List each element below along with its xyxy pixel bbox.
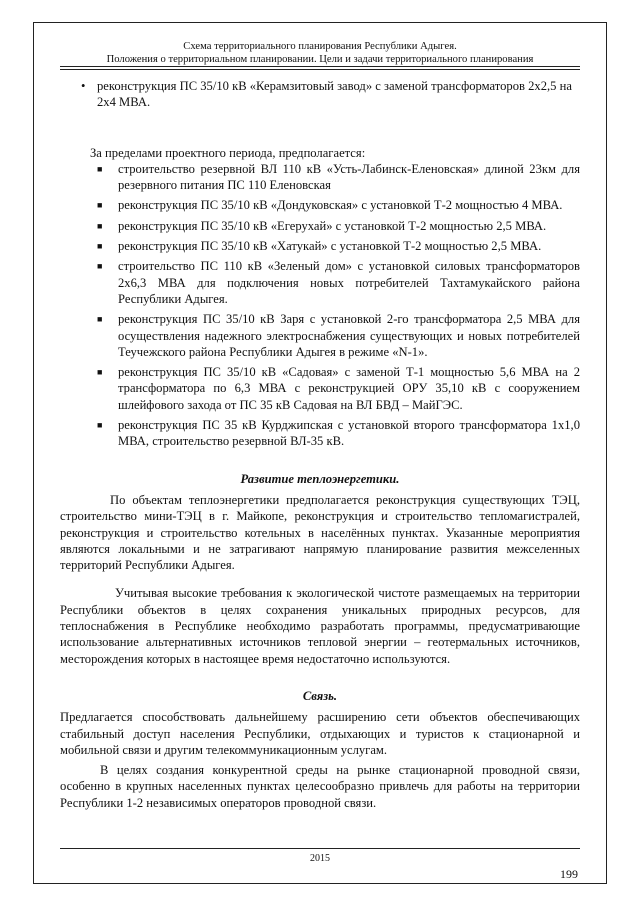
list-item-text: реконструкция ПС 35/10 кВ «Хатукай» с установкой Т-2 мощностью 2,5 МВА.: [118, 239, 542, 254]
communication-paragraph-1: Предлагается способствовать дальнейшему расширению сети объектов обеспечивающих стабильный доступ населения Республики, отдыхающих и туристов к стационарной и мобильной связи и другим телекоммуникационным услугам.: [60, 710, 580, 757]
top-bullet-list: [60, 78, 580, 111]
square-bullet-icon: ■: [97, 200, 103, 211]
heating-section-heading: Развитие теплоэнергетики.: [240, 471, 400, 486]
list-item: [90, 197, 580, 213]
list-item: [90, 311, 580, 360]
round-bullet-icon: •: [81, 79, 86, 93]
header-title: Схема территориального планирования Республики Адыгея.: [183, 41, 457, 52]
square-bullet-icon: ■: [97, 220, 103, 231]
header-rule-lower: [60, 69, 580, 70]
list-item: [90, 218, 580, 234]
beyond-period-list: [90, 161, 580, 450]
beyond-period-intro: За пределами проектного периода, предполагается:: [90, 145, 366, 160]
list-item: [90, 238, 580, 254]
list-item-text: реконструкция ПС 35/10 кВ «Керамзитовый завод» с заменой трансформаторов 2х2,5 на 2х4 МВА.: [97, 79, 572, 110]
square-bullet-icon: ■: [97, 420, 103, 431]
list-item: [90, 417, 580, 450]
heating-paragraph-2: Учитывая высокие требования к экологической чистоте размещаемых на территории Республики объектов в целях сохранения уникальных природных ресурсов, для теплоснабжения в Республике необходимо разработать программы, предусматривающие использование альтернативных источников тепловой энергии – геотермальных источников, месторождения которых в настоящее время недостаточно используются.: [60, 586, 580, 666]
list-item-text: реконструкция ПС 35/10 кВ Заря с установкой 2-го трансформатора 2,5 МВА для осуществления надежного электроснабжения существующих и новых потребителей Теучежского района Республики Адыгея в режиме «N-1».: [118, 312, 580, 359]
list-item-text: реконструкция ПС 35/10 кВ «Дондуковская» с установкой Т-2 мощностью 4 МВА.: [118, 198, 563, 213]
square-bullet-icon: ■: [97, 261, 103, 272]
list-item: [90, 161, 580, 194]
square-bullet-icon: ■: [97, 241, 103, 252]
list-item-text: строительство резервной ВЛ 110 кВ «Усть-Лабинск-Еленовская» длиной 23км для резервного питания ПС 110 Еленовская: [118, 161, 580, 193]
list-item-text: реконструкция ПС 35 кВ Курджипская с установкой второго трансформатора 1х1,0 МВА, строительство резервной ВЛ-35 кВ.: [118, 418, 580, 449]
square-bullet-icon: ■: [97, 367, 103, 378]
page-header: [60, 40, 580, 66]
page-number: 199: [560, 867, 578, 881]
header-rule-upper: [60, 66, 580, 67]
communication-paragraph-2: В целях создания конкурентной среды на рынке стационарной проводной связи, особенно в крупных населенных пунктах целесообразно привлечь для работы на территории Республики 1-2 независимых операторов проводной связи.: [60, 763, 580, 810]
heating-paragraph-1: По объектам теплоэнергетики предполагается реконструкция существующих ТЭЦ, строительство мини-ТЭЦ в г. Майкопе, реконструкция и строительство тепломагистралей, реконструкция и строительство котельных в населённых пунктах. Указанные мероприятия являются локальными и не затрагивают напрямую планирование развития межселенных территорий Республики Адыгея.: [60, 492, 580, 573]
communication-section-heading: Связь.: [302, 688, 338, 703]
list-item-text: реконструкция ПС 35/10 кВ «Егерухай» с установкой Т-2 мощностью 2,5 МВА.: [118, 218, 547, 233]
square-bullet-icon: ■: [97, 163, 103, 174]
footer-year: 2015: [310, 853, 330, 864]
header-subtitle: Положения о территориальном планировании. Цели и задачи территориального планирования: [106, 54, 534, 65]
list-item: [90, 364, 580, 413]
list-item-text: реконструкция ПС 35/10 кВ «Садовая» с заменой Т-1 мощностью 5,6 МВА на 2 трансформатора по 6,3 МВА с реконструкцией ОРУ 35,10 кВ с сооружением шлейфового захода от ПС 35 кВ Садовая на ВЛ БВД – МайГЭС.: [118, 365, 580, 412]
footer-rule: [60, 848, 580, 849]
square-bullet-icon: ■: [97, 314, 103, 325]
list-item-text: строительство ПС 110 кВ «Зеленый дом» с установкой силовых трансформаторов 2х6,3 МВА для подключения новых потребителей Тахтамукайского района Республики Адыгея.: [118, 259, 580, 306]
document-body: [60, 78, 580, 811]
list-item: [90, 258, 580, 307]
list-item: [60, 78, 580, 111]
